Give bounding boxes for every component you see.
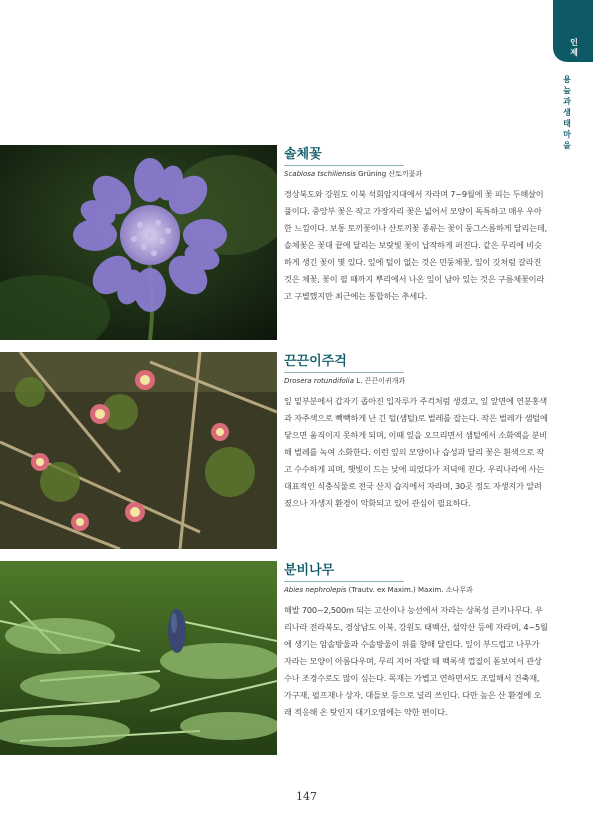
title-divider (284, 581, 404, 582)
entry-body: 해발 700~2,500m 되는 고산이나 능선에서 자라는 상록성 큰키나무다. 우리나라 전라북도, 경상남도 이북, 강원도 태백산, 설악산 등에 자라며, 4~5월에 생기는 암솔방울과 수솔방울이 위를 향해 달린다. 잎이 부드럽고 나무가 자라는 모양이 아름다우며, 무리 지어 자랄 때 백록색 껍질이 돋보여서 관상수나 조경수로도 많이 심는다. 목재는 가볍고 연하면서도 조밀해서 건축재, 가구재, 펄프재나 상자, 대들보 등으로 널리 쓰인다. 다만 높은 산 환경에 오래 적응해 온 탓인지 대기오염에는 약한 편이다. (284, 605, 548, 717)
entry-title: 끈끈이주걱 (284, 354, 347, 369)
entry-body: 잎 밑부분에서 갑자기 좁아진 입자루가 주걱처럼 생겼고, 잎 앞면에 연분홍색과 자주색으로 빽빽하게 난 긴 털(샘털)로 벌레를 잡는다. 작은 벌레가 샘털에 닿으면 움직이지 못하게 되며, 이때 잎을 오므리면서 샘털에서 소화액을 분비해 벌레를 녹여 소화한다. 이런 잎의 모양이나 습성과 달리 꽃은 흰색으로 작고 수수하게 피며, 햇빛이 드는 낮에 피었다가 저녁에 진다. 우리나라에 사는 대표적인 식충식물로 전국 산지 습지에서 자라며, 30곳 정도 자생지가 알려졌으나 자생지 환경이 악화되고 있어 관심이 필요하다. (284, 396, 548, 508)
entry-body: 경상북도와 강원도 이북 석회암지대에서 자라며 7~9월에 꽃 피는 두해살이풀이다. 중앙부 꽃은 작고 가장자리 꽃은 넓어서 모양이 독특하고 매우 우아한 느낌이다. 보통 토끼꽃이나 산토끼꽃 종류는 꽃이 둥그스름하게 달리는데, 솔체꽃은 꽃대 끝에 달리는 보랏빛 꽃이 납작하게 퍼진다. 같은 무리에 비슷하게 생긴 꽃이 몇 있다. 잎에 털이 없는 것은 민둥체꽃, 잎이 깃처럼 갈라진 것은 체꽃, 꽃이 필 때까지 뿌리에서 나온 잎이 남아 있는 것은 구름체꽃이라고 구별했지만 최근에는 통합하는 추세다. (284, 189, 548, 301)
page-number: 147 (296, 790, 317, 803)
entry-scabiosa (284, 143, 548, 305)
title-divider (284, 165, 404, 166)
photo-scabiosa (0, 145, 277, 340)
chapter-tab-label: 인제 (570, 38, 578, 57)
scientific-name: Abies nephrolepis (Trautv. ex Maxim.) Maxim. 소나무과 (284, 586, 473, 594)
entry-drosera (284, 350, 548, 512)
title-divider (284, 372, 404, 373)
entry-abies (284, 559, 548, 721)
photo-abies (0, 561, 277, 755)
scientific-name: Scabiosa tschiliensis Grüning 산토끼꽃과 (284, 170, 423, 178)
section-side-label: 용늪과 생태마을 (563, 75, 571, 150)
scientific-name: Drosera rotundifolia L. 끈끈이귀개과 (284, 377, 406, 385)
photo-drosera (0, 352, 277, 549)
entry-title: 솔체꽃 (284, 147, 322, 162)
entry-title: 분비나무 (284, 563, 335, 578)
